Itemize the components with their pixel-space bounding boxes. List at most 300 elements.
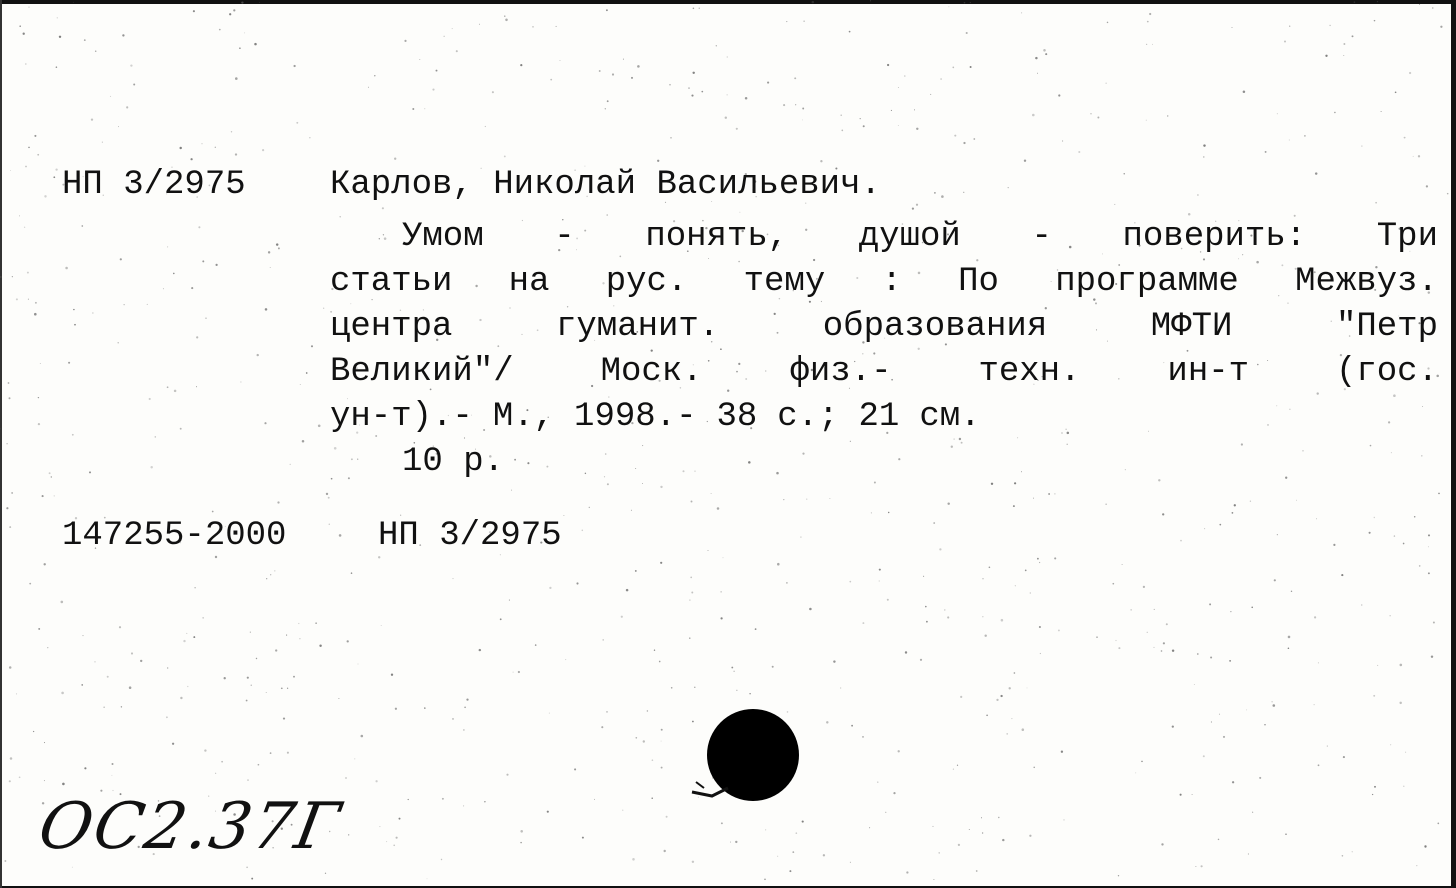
speckle-dot [257,354,259,356]
speckle-dot [44,742,45,743]
speckle-dot [891,110,892,111]
speckle-dot [1027,687,1028,688]
speckle-dot [183,640,185,642]
speckle-dot [166,716,168,718]
speckle-dot [1064,819,1065,820]
speckle-dot [25,64,26,65]
speckle-dot [215,147,216,148]
speckle-dot [1203,144,1205,146]
speckle-dot [1375,202,1377,204]
speckle-dot [549,587,551,589]
speckle-dot [795,104,796,105]
speckle-dot [259,2,260,3]
speckle-dot [1054,493,1055,494]
word: техн. [978,353,1081,391]
word: гуманит. [555,308,720,346]
speckle-dot [270,574,271,575]
speckle-dot [436,70,438,72]
speckle-dot [150,466,152,468]
word: на [508,263,550,301]
speckle-dot [939,548,941,550]
speckle-dot [92,312,93,313]
speckle-dot [180,697,182,699]
speckle-dot [820,160,822,162]
speckle-dot [287,752,289,754]
speckle-dot [1399,702,1401,704]
speckle-dot [556,26,557,27]
speckle-dot [251,685,252,686]
speckle-dot [725,117,727,119]
speckle-dot [84,767,86,769]
speckle-dot [485,126,486,127]
speckle-dot [1152,44,1153,45]
speckle-dot [1147,21,1149,23]
speckle-dot [140,660,142,662]
word: Моск. [600,353,703,391]
speckle-dot [240,381,241,382]
speckle-dot [111,763,113,765]
punch-hole-mark [690,770,730,800]
speckle-dot [1438,493,1440,495]
speckle-dot [102,142,103,143]
speckle-dot [691,501,693,503]
speckle-dot [1024,159,1026,161]
word: 1998.- [574,398,697,436]
price: 10 р. [402,443,505,481]
speckle-dot [1054,557,1056,559]
shelfmark: НП 3/2975 [62,166,246,204]
speckle-dot [427,878,428,879]
speckle-dot [38,397,39,398]
speckle-dot [689,599,690,600]
speckle-dot [1315,172,1317,174]
speckle-dot [727,94,728,95]
speckle-dot [270,752,272,754]
speckle-dot [173,273,175,275]
speckle-dot [1361,146,1362,147]
speckle-dot [1403,786,1404,787]
speckle-dot [149,398,151,400]
speckle-dot [513,672,514,673]
speckle-dot [904,75,906,77]
speckle-dot [1097,117,1099,119]
speckle-dot [396,837,398,839]
speckle-dot [916,128,918,130]
speckle-dot [1210,656,1212,658]
speckle-dot [841,130,843,132]
speckle-dot [1232,512,1234,514]
speckle-dot [9,780,11,782]
speckle-dot [953,769,954,770]
speckle-dot [664,850,666,852]
speckle-dot [1006,733,1008,735]
speckle-dot [287,688,288,689]
speckle-dot [464,706,466,708]
speckle-dot [963,142,965,144]
speckle-dot [479,649,481,651]
speckle-dot [518,671,520,673]
speckle-dot [1271,701,1272,702]
speckle-dot [1197,194,1199,196]
speckle-dot [61,692,64,695]
speckle-dot [898,750,900,752]
word: (гос. [1335,353,1438,391]
speckle-dot [1304,135,1306,137]
speckle-dot [599,70,601,72]
speckle-dot [711,493,712,494]
speckle-dot [973,138,975,140]
speckle-dot [44,780,45,781]
speckle-dot [849,31,851,33]
speckle-dot [155,436,157,438]
speckle-dot [278,247,280,249]
speckle-dot [1135,772,1136,773]
speckle-dot [1372,794,1373,795]
speckle-dot [1149,13,1151,15]
speckle-dot [1440,26,1442,28]
speckle-dot [1194,684,1195,685]
speckle-dot [934,192,936,194]
speckle-dot [117,342,118,343]
speckle-dot [920,659,922,661]
speckle-dot [1390,615,1391,616]
speckle-dot [970,2,971,3]
speckle-dot [1172,725,1174,727]
speckle-dot [23,33,25,35]
speckle-dot [1419,4,1420,5]
speckle-dot [118,126,119,127]
speckle-dot [905,651,907,653]
speckle-dot [394,158,396,160]
speckle-dot [16,693,17,694]
speckle-dot [10,757,13,760]
speckle-dot [701,91,703,93]
speckle-dot [787,711,789,713]
speckle-dot [1180,794,1182,796]
speckle-dot [623,59,624,60]
speckle-dot [194,587,195,588]
speckle-dot [441,859,442,860]
speckle-dot [898,87,899,88]
speckle-dot [1432,7,1433,8]
speckle-dot [38,628,40,630]
speckle-dot [1291,591,1292,592]
speckle-dot [851,725,853,727]
speckle-dot [605,108,606,109]
speckle-dot [1197,653,1199,655]
speckle-dot [122,34,124,36]
speckle-dot [328,497,330,499]
speckle-dot [219,29,221,31]
speckle-dot [492,91,494,93]
speckle-dot [44,195,46,197]
speckle-dot [44,563,46,565]
speckle-dot [196,336,198,338]
speckle-dot [1416,865,1417,866]
speckle-dot [1037,558,1039,560]
speckle-dot [10,170,11,171]
speckle-dot [286,635,287,636]
speckle-dot [1374,786,1376,788]
speckle-dot [1096,636,1098,638]
speckle-dot [121,706,122,707]
speckle-dot [104,707,105,708]
speckle-dot [1374,517,1375,518]
speckle-dot [348,834,349,835]
speckle-dot [739,212,740,213]
speckle-dot [358,664,359,665]
speckle-dot [1219,524,1221,526]
speckle-dot [941,195,944,198]
speckle-dot [1204,528,1205,529]
word: см. [919,398,981,436]
speckle-dot [190,158,192,160]
speckle-dot [51,476,52,477]
speckle-dot [969,829,970,830]
word: "Петр [1335,308,1438,346]
speckle-dot [198,226,200,228]
speckle-dot [879,581,880,582]
speckle-dot [660,562,662,564]
speckle-dot [233,9,235,11]
word: - [554,218,575,256]
speckle-dot [1352,35,1354,37]
speckle-dot [131,652,133,654]
speckle-dot [424,108,425,109]
speckle-dot [643,740,645,742]
speckle-dot [914,109,915,110]
speckle-dot [869,827,870,828]
speckle-dot [347,640,349,642]
speckle-dot [9,666,12,669]
speckle-dot [442,798,444,800]
speckle-dot [944,609,945,610]
speckle-dot [963,192,964,193]
accession-number: 147255-2000 [62,517,287,555]
speckle-dot [755,628,757,630]
speckle-dot [1039,562,1040,563]
speckle-dot [1154,609,1155,610]
speckle-dot [1163,642,1165,644]
word: По [958,263,999,301]
speckle-dot [777,563,780,566]
speckle-dot [1352,851,1353,852]
speckle-dot [582,837,584,839]
speckle-dot [1400,664,1403,667]
speckle-dot [1112,583,1114,585]
speckle-dot [1062,140,1063,141]
speckle-dot [692,72,694,74]
speckle-dot [850,862,851,863]
speckle-dot [28,299,29,300]
speckle-dot [9,526,11,528]
speckle-dot [452,28,453,29]
speckle-dot [298,623,299,624]
speckle-dot [637,65,640,68]
speckle-dot [906,871,908,873]
speckle-dot [862,736,864,738]
word: МФТИ [1150,308,1233,346]
speckle-dot [1259,777,1261,779]
speckle-dot [61,601,64,604]
speckle-dot [1230,611,1231,612]
speckle-dot [453,578,454,579]
speckle-dot [549,713,550,714]
speckle-dot [463,805,464,806]
speckle-dot [1250,501,1251,502]
word: с.; [777,398,839,436]
speckle-dot [1403,543,1405,545]
speckle-dot [651,797,652,798]
speckle-dot [54,495,55,496]
speckle-dot [311,345,313,347]
speckle-dot [186,633,187,634]
speckle-dot [59,36,61,38]
speckle-dot [247,780,248,781]
speckle-dot [796,832,798,834]
speckle-dot [1232,27,1233,28]
speckle-dot [193,10,195,12]
speckle-dot [325,873,326,874]
speckle-dot [1405,752,1406,753]
speckle-dot [1325,55,1327,57]
speckle-dot [167,386,169,388]
speckle-dot [727,56,728,57]
speckle-dot [504,155,506,157]
speckle-dot [1419,565,1421,567]
speckle-dot [302,440,305,443]
speckle-dot [1115,640,1116,641]
speckle-dot [1211,721,1212,722]
speckle-dot [505,19,508,22]
speckle-dot [621,616,623,618]
speckle-dot [1318,764,1320,766]
speckle-dot [299,638,300,639]
speckle-dot [1201,865,1203,867]
speckle-dot [1161,843,1163,845]
speckle-dot [926,621,928,623]
speckle-dot [1209,603,1211,605]
speckle-dot [247,677,249,679]
speckle-dot [129,686,132,689]
speckle-dot [1029,835,1031,837]
speckle-dot [940,78,942,80]
speckle-dot [736,690,737,691]
speckle-dot [631,510,632,511]
speckle-dot [6,507,8,509]
speckle-dot [982,616,983,617]
speckle-dot [730,842,731,843]
speckle-dot [1203,156,1204,157]
speckle-dot [692,721,694,723]
speckle-dot [1146,44,1147,45]
speckle-dot [244,32,245,33]
speckle-dot [277,501,279,503]
speckle-dot [246,867,248,869]
speckle-dot [1107,22,1109,24]
speckle-dot [24,227,25,228]
word: ин-т [1167,353,1250,391]
speckle-dot [606,711,607,712]
speckle-dot [550,79,552,81]
speckle-dot [912,208,914,210]
speckle-dot [504,15,505,16]
speckle-dot [1377,1,1378,2]
speckle-dot [1118,875,1119,876]
speckle-dot [309,137,310,138]
speckle-dot [1277,534,1278,535]
speckle-dot [408,799,409,800]
speckle-dot [56,66,58,68]
speckle-dot [235,153,237,155]
speckle-dot [893,792,895,794]
speckle-dot [65,267,68,270]
speckle-dot [511,490,512,491]
speckle-dot [690,577,692,579]
speckle-dot [1409,72,1411,74]
speckle-dot [938,852,939,853]
speckle-dot [8,382,10,384]
speckle-dot [952,67,954,69]
speckle-dot [1118,647,1120,649]
speckle-dot [688,87,689,88]
speckle-dot [95,661,96,662]
speckle-dot [1035,57,1037,59]
speckle-dot [1223,736,1225,738]
speckle-dot [1289,26,1290,27]
speckle-dot [293,676,295,678]
speckle-dot [691,95,693,97]
speckle-dot [1061,751,1063,753]
speckle-dot [25,166,27,168]
speckle-dot [1033,498,1034,499]
speckle-dot [95,50,96,51]
speckle-dot [266,578,267,579]
speckle-dot [809,608,812,611]
speckle-dot [11,492,12,493]
speckle-dot [661,741,662,742]
speckle-dot [532,26,533,27]
speckle-dot [998,817,999,818]
speckle-dot [786,21,787,22]
speckle-dot [626,589,629,592]
speckle-dot [670,137,672,139]
speckle-dot [723,557,724,558]
speckle-dot [1277,113,1278,114]
speckle-dot [1395,91,1397,93]
speckle-dot [982,578,983,579]
speckle-dot [111,775,112,776]
speckle-dot [840,687,841,688]
speckle-dot [887,599,889,601]
speckle-dot [506,774,508,776]
shelfmark-repeat: НП 3/2975 [378,517,562,555]
speckle-dot [826,721,828,723]
speckle-dot [0,428,1,430]
speckle-dot [235,77,238,80]
speckle-dot [215,264,217,266]
speckle-dot [622,810,623,811]
speckle-dot [1122,564,1123,565]
speckle-dot [319,645,321,647]
speckle-dot [731,667,733,669]
speckle-dot [35,302,37,304]
word: М., [492,398,555,436]
speckle-dot [1009,687,1011,689]
speckle-dot [789,870,791,872]
speckle-dot [1343,55,1344,56]
speckle-dot [829,498,830,499]
